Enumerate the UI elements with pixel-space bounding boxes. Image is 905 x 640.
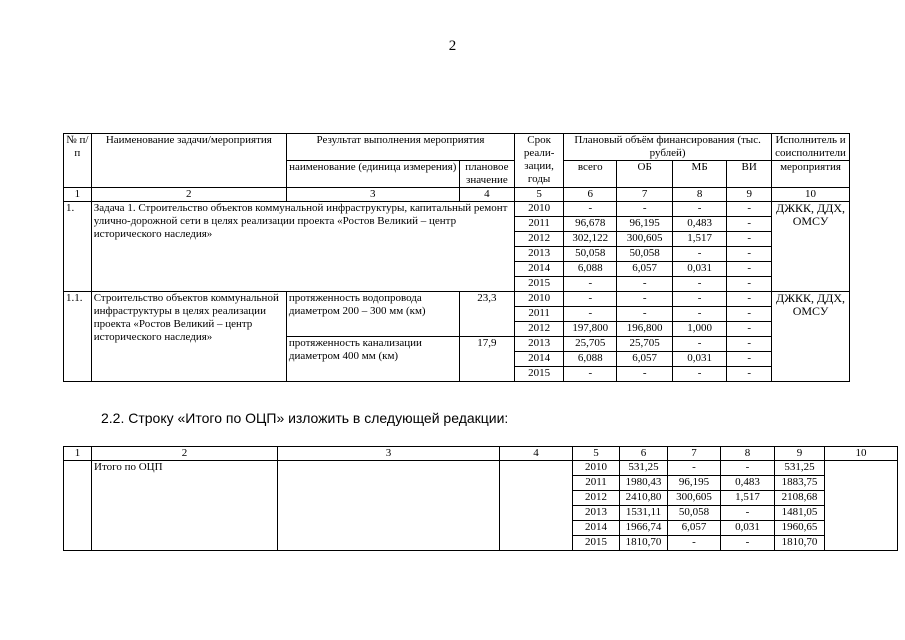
mb-cell: - bbox=[672, 337, 726, 352]
measure-text: Строительство объектов коммунальной инфраструктуры в целях реализации проекта «Ростов Великий – центр исторического наследия» bbox=[91, 292, 286, 382]
ob-cell: - bbox=[617, 307, 672, 322]
ob-cell: 25,705 bbox=[617, 337, 672, 352]
vi-cell: - bbox=[727, 322, 772, 337]
total-cell: 50,058 bbox=[564, 247, 617, 262]
header-sub-exec: мероприятия bbox=[772, 161, 850, 188]
total-cell: - bbox=[564, 202, 617, 217]
mb-cell: 0,031 bbox=[672, 352, 726, 367]
vi-cell: - bbox=[727, 202, 772, 217]
header-sub-vi: ВИ bbox=[727, 161, 772, 188]
col-num: 8 bbox=[672, 188, 726, 202]
program-table bbox=[63, 133, 850, 382]
table-row bbox=[64, 461, 898, 476]
empty-cell bbox=[825, 461, 898, 551]
col-num: 4 bbox=[459, 188, 514, 202]
ob-cell: 6,057 bbox=[617, 262, 672, 277]
year-cell: 2015 bbox=[515, 367, 564, 382]
task-text: Задача 1. Строительство объектов коммунальной инфраструктуры, капитальный ремонт улично-дорожной сети в целях реализации проекта «Ростов Великий – центр исторического наследия» bbox=[91, 202, 514, 292]
vi-cell: 531,25 bbox=[775, 461, 825, 476]
total-cell: 302,122 bbox=[564, 232, 617, 247]
vi-cell: - bbox=[727, 307, 772, 322]
mb-cell: 1,517 bbox=[721, 491, 775, 506]
total-cell: 2410,80 bbox=[620, 491, 668, 506]
ob-cell: 96,195 bbox=[617, 217, 672, 232]
col-num: 2 bbox=[91, 188, 286, 202]
total-cell: - bbox=[564, 292, 617, 307]
col-num: 10 bbox=[825, 447, 898, 461]
col-num: 8 bbox=[721, 447, 775, 461]
col-num: 7 bbox=[668, 447, 721, 461]
ob-cell: 300,605 bbox=[617, 232, 672, 247]
measure-num: 1.1. bbox=[64, 292, 92, 382]
col-num: 5 bbox=[515, 188, 564, 202]
header-sub-mb: МБ bbox=[672, 161, 726, 188]
mb-cell: 0,483 bbox=[672, 217, 726, 232]
total-cell: 25,705 bbox=[564, 337, 617, 352]
year-cell: 2014 bbox=[515, 262, 564, 277]
ob-cell: - bbox=[668, 461, 721, 476]
ob-cell: 196,800 bbox=[617, 322, 672, 337]
ob-cell: 50,058 bbox=[668, 506, 721, 521]
total-cell: 1810,70 bbox=[620, 536, 668, 551]
column-numbers-row bbox=[64, 188, 850, 202]
year-cell: 2015 bbox=[573, 536, 620, 551]
year-cell: 2010 bbox=[573, 461, 620, 476]
vi-cell: - bbox=[727, 277, 772, 292]
header-result: Результат выполнения мероприятия bbox=[286, 134, 514, 161]
year-cell: 2010 bbox=[515, 292, 564, 307]
col-num: 2 bbox=[92, 447, 278, 461]
header-term: Срок реали-зации, годы bbox=[515, 134, 564, 188]
mb-cell: - bbox=[721, 536, 775, 551]
ob-cell: - bbox=[617, 277, 672, 292]
header-sub-plan: плановое значение bbox=[459, 161, 514, 188]
mb-cell: - bbox=[721, 506, 775, 521]
header-num: № п/п bbox=[64, 134, 92, 188]
year-cell: 2011 bbox=[573, 476, 620, 491]
total-cell: - bbox=[564, 307, 617, 322]
total-cell: 197,800 bbox=[564, 322, 617, 337]
vi-cell: 1810,70 bbox=[775, 536, 825, 551]
vi-cell: - bbox=[727, 352, 772, 367]
total-cell: - bbox=[564, 367, 617, 382]
mb-cell: 1,000 bbox=[672, 322, 726, 337]
total-cell: 1966,74 bbox=[620, 521, 668, 536]
empty-cell bbox=[500, 461, 573, 551]
total-cell: 1980,43 bbox=[620, 476, 668, 491]
year-cell: 2013 bbox=[573, 506, 620, 521]
col-num: 9 bbox=[775, 447, 825, 461]
vi-cell: 1960,65 bbox=[775, 521, 825, 536]
total-cell: 1531,11 bbox=[620, 506, 668, 521]
header-executor: Исполнитель и соисполнители bbox=[772, 134, 850, 161]
vi-cell: - bbox=[727, 232, 772, 247]
year-cell: 2010 bbox=[515, 202, 564, 217]
total-cell: - bbox=[564, 277, 617, 292]
empty-cell bbox=[64, 461, 92, 551]
measure-executor: ДЖКК, ДДХ, ОМСУ bbox=[772, 292, 850, 382]
column-numbers-row bbox=[64, 447, 898, 461]
page-number: 2 bbox=[448, 38, 457, 54]
col-num: 10 bbox=[772, 188, 850, 202]
mb-cell: 0,031 bbox=[721, 521, 775, 536]
vi-cell: 1481,05 bbox=[775, 506, 825, 521]
col-num: 6 bbox=[564, 188, 617, 202]
year-cell: 2012 bbox=[515, 232, 564, 247]
mb-cell: - bbox=[672, 367, 726, 382]
year-cell: 2011 bbox=[515, 217, 564, 232]
year-cell: 2012 bbox=[515, 322, 564, 337]
section-text: 2.2. Строку «Итого по ОЦП» изложить в следующей редакции: bbox=[101, 410, 509, 426]
year-cell: 2014 bbox=[573, 521, 620, 536]
col-num: 1 bbox=[64, 188, 92, 202]
year-cell: 2011 bbox=[515, 307, 564, 322]
task-executor: ДЖКК, ДДХ, ОМСУ bbox=[772, 202, 850, 292]
task-num: 1. bbox=[64, 202, 92, 292]
vi-cell: - bbox=[727, 292, 772, 307]
mb-cell: - bbox=[672, 247, 726, 262]
total-cell: 96,678 bbox=[564, 217, 617, 232]
col-num: 3 bbox=[286, 188, 459, 202]
result1-value: 23,3 bbox=[459, 292, 514, 337]
header-funding: Плановый объём финансирования (тыс. рублей) bbox=[564, 134, 772, 161]
header-sub-total: всего bbox=[564, 161, 617, 188]
table-row bbox=[64, 292, 850, 307]
total-cell: 6,088 bbox=[564, 262, 617, 277]
table-row bbox=[64, 202, 850, 217]
totals-label: Итого по ОЦП bbox=[92, 461, 278, 551]
vi-cell: 1883,75 bbox=[775, 476, 825, 491]
total-cell: 531,25 bbox=[620, 461, 668, 476]
vi-cell: - bbox=[727, 367, 772, 382]
year-cell: 2015 bbox=[515, 277, 564, 292]
ob-cell: 300,605 bbox=[668, 491, 721, 506]
vi-cell: - bbox=[727, 337, 772, 352]
col-num: 1 bbox=[64, 447, 92, 461]
ob-cell: - bbox=[668, 536, 721, 551]
mb-cell: - bbox=[672, 292, 726, 307]
vi-cell: - bbox=[727, 247, 772, 262]
header-sub-ob: ОБ bbox=[617, 161, 672, 188]
year-cell: 2013 bbox=[515, 337, 564, 352]
mb-cell: 0,031 bbox=[672, 262, 726, 277]
mb-cell: - bbox=[721, 461, 775, 476]
col-num: 9 bbox=[727, 188, 772, 202]
empty-cell bbox=[278, 461, 500, 551]
mb-cell: - bbox=[672, 307, 726, 322]
vi-cell: 2108,68 bbox=[775, 491, 825, 506]
result1-name: протяженность водопровода диаметром 200 – 300 мм (км) bbox=[286, 292, 459, 337]
ob-cell: - bbox=[617, 202, 672, 217]
ob-cell: 50,058 bbox=[617, 247, 672, 262]
header-sub-name: наименование (единица измерения) bbox=[286, 161, 459, 188]
totals-table bbox=[63, 446, 898, 551]
mb-cell: 1,517 bbox=[672, 232, 726, 247]
mb-cell: 0,483 bbox=[721, 476, 775, 491]
ob-cell: 6,057 bbox=[668, 521, 721, 536]
ob-cell: 6,057 bbox=[617, 352, 672, 367]
col-num: 4 bbox=[500, 447, 573, 461]
result2-value: 17,9 bbox=[459, 337, 514, 382]
col-num: 3 bbox=[278, 447, 500, 461]
result2-name: протяженность канализации диаметром 400 мм (км) bbox=[286, 337, 459, 382]
ob-cell: - bbox=[617, 367, 672, 382]
vi-cell: - bbox=[727, 262, 772, 277]
mb-cell: - bbox=[672, 202, 726, 217]
year-cell: 2014 bbox=[515, 352, 564, 367]
year-cell: 2012 bbox=[573, 491, 620, 506]
col-num: 7 bbox=[617, 188, 672, 202]
ob-cell: - bbox=[617, 292, 672, 307]
col-num: 5 bbox=[573, 447, 620, 461]
col-num: 6 bbox=[620, 447, 668, 461]
mb-cell: - bbox=[672, 277, 726, 292]
total-cell: 6,088 bbox=[564, 352, 617, 367]
header-name: Наименование задачи/мероприятия bbox=[91, 134, 286, 188]
vi-cell: - bbox=[727, 217, 772, 232]
ob-cell: 96,195 bbox=[668, 476, 721, 491]
year-cell: 2013 bbox=[515, 247, 564, 262]
